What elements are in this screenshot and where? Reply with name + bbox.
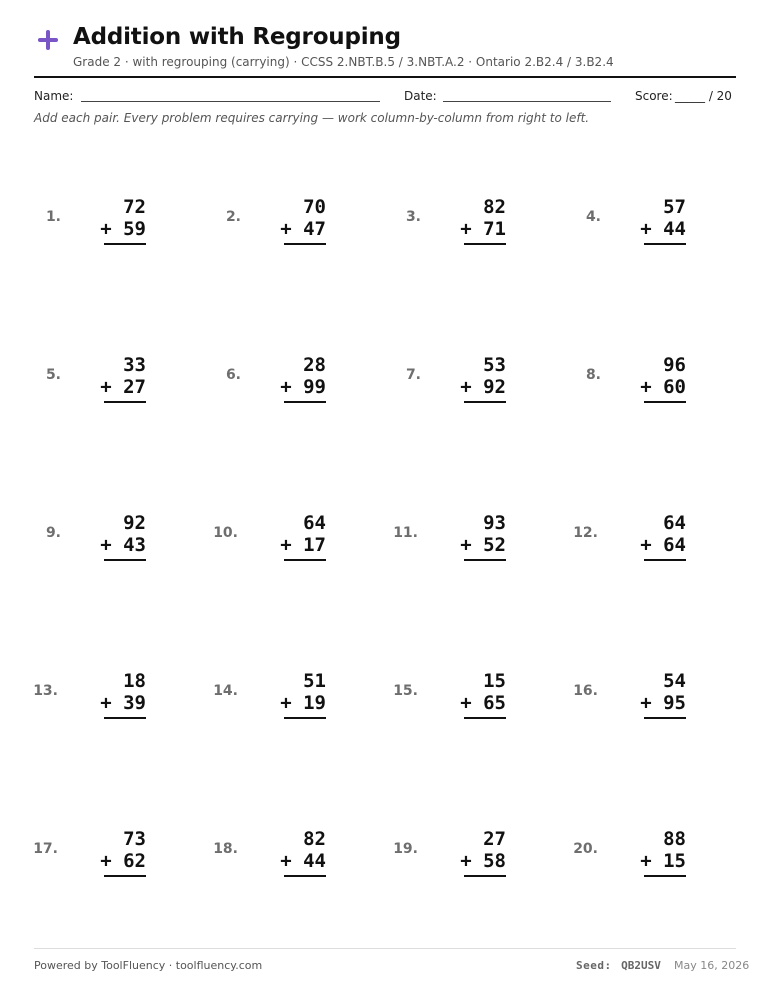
problem-number: 2. <box>225 209 241 225</box>
bottom-operand: + 92 <box>460 376 506 398</box>
problem-14 <box>196 670 326 730</box>
top-operand: 88 <box>663 828 686 850</box>
bottom-operand: + 19 <box>280 692 326 714</box>
problem-13 <box>16 670 146 730</box>
answer-line[interactable] <box>284 875 326 877</box>
top-operand: 33 <box>123 354 146 376</box>
problem-number: 5. <box>45 367 61 383</box>
problem-number: 12. <box>573 525 598 541</box>
header-divider <box>34 76 736 78</box>
answer-line[interactable] <box>104 401 146 403</box>
problem-number: 8. <box>585 367 601 383</box>
answer-line[interactable] <box>644 875 686 877</box>
bottom-operand: + 43 <box>100 534 146 556</box>
top-operand: 28 <box>303 354 326 376</box>
top-operand: 82 <box>483 196 506 218</box>
answer-line[interactable] <box>464 717 506 719</box>
problem-19 <box>376 828 506 888</box>
name-label: Name: <box>34 89 74 103</box>
bottom-operand: + 65 <box>460 692 506 714</box>
problem-1 <box>16 196 146 256</box>
problem-number: 14. <box>213 683 238 699</box>
top-operand: 53 <box>483 354 506 376</box>
answer-line[interactable] <box>464 243 506 245</box>
bottom-operand: + 52 <box>460 534 506 556</box>
bottom-operand: + 27 <box>100 376 146 398</box>
problem-number: 18. <box>213 841 238 857</box>
answer-line[interactable] <box>464 401 506 403</box>
answer-line[interactable] <box>644 243 686 245</box>
problem-10 <box>196 512 326 572</box>
plus-icon <box>36 28 60 52</box>
problem-number: 17. <box>33 841 58 857</box>
bottom-operand: + 17 <box>280 534 326 556</box>
answer-line[interactable] <box>464 559 506 561</box>
seed <box>576 959 661 972</box>
score-field[interactable]: _____ / 20 <box>675 89 732 103</box>
answer-line[interactable] <box>644 717 686 719</box>
problem-16 <box>556 670 686 730</box>
score-label: Score: <box>635 89 673 103</box>
bottom-operand: + 39 <box>100 692 146 714</box>
top-operand: 92 <box>123 512 146 534</box>
problem-number: 10. <box>213 525 238 541</box>
bottom-operand: + 62 <box>100 850 146 872</box>
problem-9 <box>16 512 146 572</box>
date-field[interactable] <box>443 101 611 102</box>
problem-12 <box>556 512 686 572</box>
top-operand: 72 <box>123 196 146 218</box>
answer-line[interactable] <box>104 875 146 877</box>
top-operand: 18 <box>123 670 146 692</box>
top-operand: 96 <box>663 354 686 376</box>
problem-15 <box>376 670 506 730</box>
problem-number: 6. <box>225 367 241 383</box>
top-operand: 57 <box>663 196 686 218</box>
seed-label: Seed: <box>576 959 612 972</box>
problem-8 <box>556 354 686 414</box>
problem-5 <box>16 354 146 414</box>
date-label: Date: <box>404 89 437 103</box>
bottom-operand: + 59 <box>100 218 146 240</box>
answer-line[interactable] <box>284 401 326 403</box>
bottom-operand: + 44 <box>280 850 326 872</box>
page-title: Addition with Regrouping <box>73 24 401 50</box>
problem-2 <box>196 196 326 256</box>
problem-number: 15. <box>393 683 418 699</box>
footer-date: May 16, 2026 <box>674 959 750 972</box>
instructions: Add each pair. Every problem requires carrying — work column-by-column from right to left. <box>34 111 590 125</box>
top-operand: 70 <box>303 196 326 218</box>
problem-3 <box>376 196 506 256</box>
footer-divider <box>34 948 736 949</box>
answer-line[interactable] <box>284 717 326 719</box>
problem-number: 4. <box>585 209 601 225</box>
bottom-operand: + 64 <box>640 534 686 556</box>
bottom-operand: + 95 <box>640 692 686 714</box>
bottom-operand: + 15 <box>640 850 686 872</box>
problem-number: 3. <box>405 209 421 225</box>
answer-line[interactable] <box>284 559 326 561</box>
answer-line[interactable] <box>464 875 506 877</box>
problem-6 <box>196 354 326 414</box>
bottom-operand: + 47 <box>280 218 326 240</box>
top-operand: 51 <box>303 670 326 692</box>
problem-4 <box>556 196 686 256</box>
top-operand: 64 <box>303 512 326 534</box>
problem-number: 20. <box>573 841 598 857</box>
problem-7 <box>376 354 506 414</box>
problem-number: 19. <box>393 841 418 857</box>
bottom-operand: + 44 <box>640 218 686 240</box>
problem-18 <box>196 828 326 888</box>
top-operand: 73 <box>123 828 146 850</box>
problem-17 <box>16 828 146 888</box>
answer-line[interactable] <box>104 717 146 719</box>
answer-line[interactable] <box>104 559 146 561</box>
answer-line[interactable] <box>284 243 326 245</box>
problem-number: 1. <box>45 209 61 225</box>
problem-number: 9. <box>45 525 61 541</box>
top-operand: 82 <box>303 828 326 850</box>
student-fields <box>34 89 736 107</box>
name-field[interactable] <box>81 101 380 102</box>
top-operand: 27 <box>483 828 506 850</box>
powered-by: Powered by ToolFluency · toolfluency.com <box>34 959 263 972</box>
bottom-operand: + 58 <box>460 850 506 872</box>
top-operand: 54 <box>663 670 686 692</box>
top-operand: 93 <box>483 512 506 534</box>
problem-number: 13. <box>33 683 58 699</box>
seed-value: QB2USV <box>621 959 661 972</box>
top-operand: 64 <box>663 512 686 534</box>
bottom-operand: + 99 <box>280 376 326 398</box>
answer-line[interactable] <box>644 401 686 403</box>
problem-20 <box>556 828 686 888</box>
top-operand: 15 <box>483 670 506 692</box>
problem-number: 11. <box>393 525 418 541</box>
bottom-operand: + 71 <box>460 218 506 240</box>
answer-line[interactable] <box>644 559 686 561</box>
problem-number: 7. <box>405 367 421 383</box>
page-subtitle: Grade 2 · with regrouping (carrying) · CCSS 2.NBT.B.5 / 3.NBT.A.2 · Ontario 2.B2.4 / 3.B2.4 <box>73 55 614 69</box>
bottom-operand: + 60 <box>640 376 686 398</box>
answer-line[interactable] <box>104 243 146 245</box>
problem-11 <box>376 512 506 572</box>
problem-number: 16. <box>573 683 598 699</box>
